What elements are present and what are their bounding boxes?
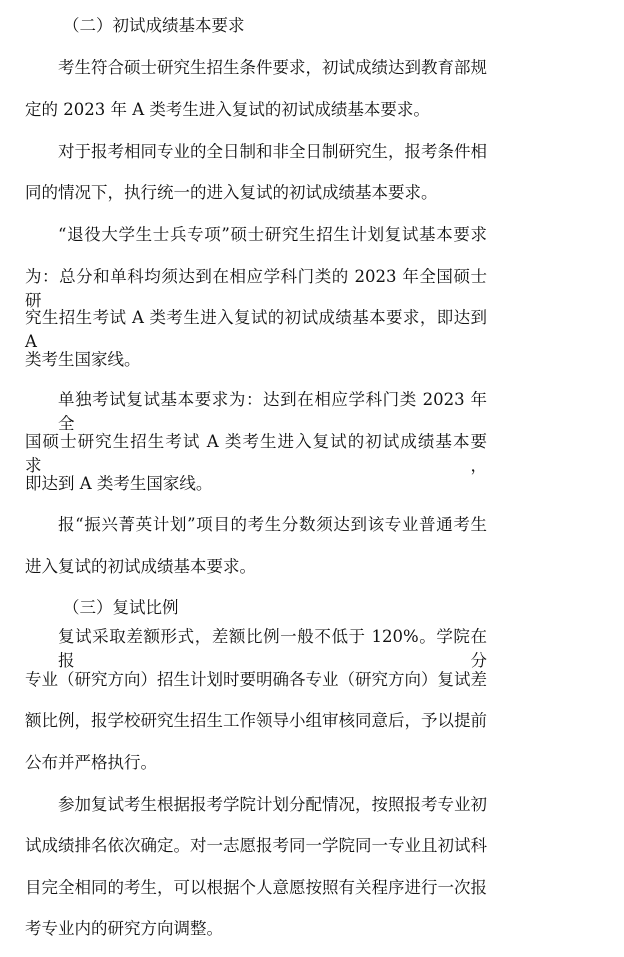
section-heading: （三）复试比例 [63, 598, 179, 617]
text-line: 试成绩排名依次确定。对一志愿报考同一学院同一专业且初试科 [25, 836, 487, 855]
text-line: 进入复试的初试成绩基本要求。 [25, 557, 256, 576]
text-line: 对于报考相同专业的全日制和非全日制研究生，报考条件相 [58, 142, 487, 161]
text-line: 专业（研究方向）招生计划时要明确各专业（研究方向）复试差 [25, 670, 487, 689]
text-line: 公布并严格执行。 [25, 753, 157, 772]
text-line: 国硕士研究生招生考试 A 类考生进入复试的初试成绩基本要求， [25, 432, 487, 475]
text-line: 参加复试考生根据报考学院计划分配情况，按照报考专业初 [58, 795, 487, 814]
text-line: 复试采取差额形式，差额比例一般不低于 120%。学院在报分 [58, 627, 487, 670]
text-line: 类考生国家线。 [25, 350, 141, 369]
text-line: 究生招生考试 A 类考生进入复试的初试成绩基本要求，即达到 A [25, 308, 487, 351]
text-line: 额比例，报学校研究生招生工作领导小组审核同意后，予以提前 [25, 711, 487, 730]
text-line: 单独考试复试基本要求为：达到在相应学科门类 2023 年全 [58, 390, 487, 433]
text-line: “退役大学生士兵专项”硕士研究生招生计划复试基本要求 [58, 225, 487, 244]
text-line: 即达到 A 类考生国家线。 [25, 474, 213, 493]
text-line: 定的 2023 年 A 类考生进入复试的初试成绩基本要求。 [25, 100, 430, 119]
text-line: 考专业内的研究方向调整。 [25, 919, 223, 938]
text-line: 目完全相同的考生，可以根据个人意愿按照有关程序进行一次报 [25, 878, 487, 897]
section-heading: （二）初试成绩基本要求 [63, 16, 245, 35]
text-line: 为：总分和单科均须达到在相应学科门类的 2023 年全国硕士研 [25, 267, 487, 310]
text-line: 考生符合硕士研究生招生条件要求，初试成绩达到教育部规 [58, 58, 487, 77]
text-line: 同的情况下，执行统一的进入复试的初试成绩基本要求。 [25, 183, 438, 202]
text-line: 报“振兴菁英计划”项目的考生分数须达到该专业普通考生 [58, 515, 487, 534]
